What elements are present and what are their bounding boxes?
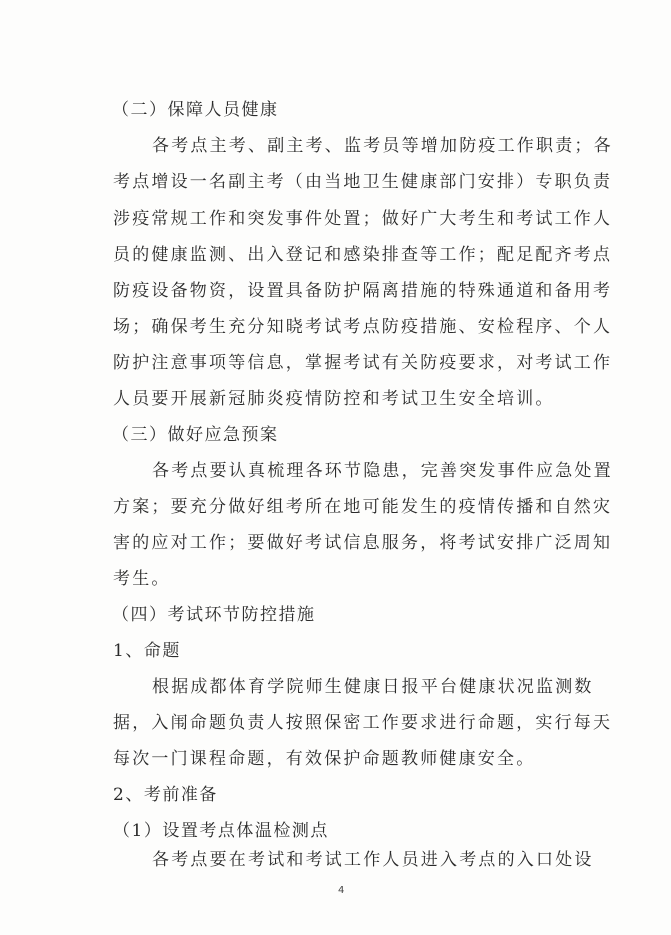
- page-number: 4: [338, 885, 345, 896]
- paragraph-line: 害的应对工作；要做好考试信息服务，将考试安排广泛周知: [113, 533, 613, 553]
- item-heading: 1、命题: [113, 641, 181, 661]
- paragraph-line: 据，入闱命题负责人按照保密工作要求进行命题，实行每天: [113, 713, 613, 733]
- paragraph-line: 防护注意事项等信息，掌握考试有关防疫要求，对考试工作: [113, 353, 613, 373]
- paragraph-line: 每次一门课程命题，有效保护命题教师健康安全。: [113, 749, 536, 769]
- section-heading: （三）做好应急预案: [112, 425, 279, 445]
- paragraph-line: 考生。: [113, 569, 171, 589]
- paragraph-line: 涉疫常规工作和突发事件处置；做好广大考生和考试工作人: [113, 209, 613, 229]
- paragraph-line: 人员要开展新冠肺炎疫情防控和考试卫生安全培训。: [113, 389, 555, 409]
- paragraph-line: 员的健康监测、出入登记和感染排查等工作；配足配齐考点: [113, 245, 613, 265]
- paragraph-line: 各考点要认真梳理各环节隐患，完善突发事件应急处置: [152, 461, 613, 481]
- paragraph-line: 场；确保考生充分知晓考试考点防疫措施、安检程序、个人: [113, 317, 613, 337]
- paragraph-line: 方案；要充分做好组考所在地可能发生的疫情传播和自然灾: [113, 497, 613, 517]
- item-heading: 2、考前准备: [113, 785, 218, 805]
- sub-item-heading: （1）设置考点体温检测点: [113, 821, 329, 841]
- paragraph-line: 防疫设备物资，设置具备防护隔离措施的特殊通道和备用考: [113, 281, 613, 301]
- section-heading: （二）保障人员健康: [112, 100, 279, 120]
- paragraph-line: 考点增设一名副主考（由当地卫生健康部门安排）专职负责: [113, 172, 613, 192]
- paragraph-line: 各考点要在考试和考试工作人员进入考点的入口处设: [152, 850, 594, 870]
- paragraph-line: 各考点主考、副主考、监考员等增加防疫工作职责；各: [152, 136, 613, 156]
- section-heading: （四）考试环节防控措施: [112, 605, 316, 625]
- paragraph-line: 根据成都体育学院师生健康日报平台健康状况监测数: [152, 677, 594, 697]
